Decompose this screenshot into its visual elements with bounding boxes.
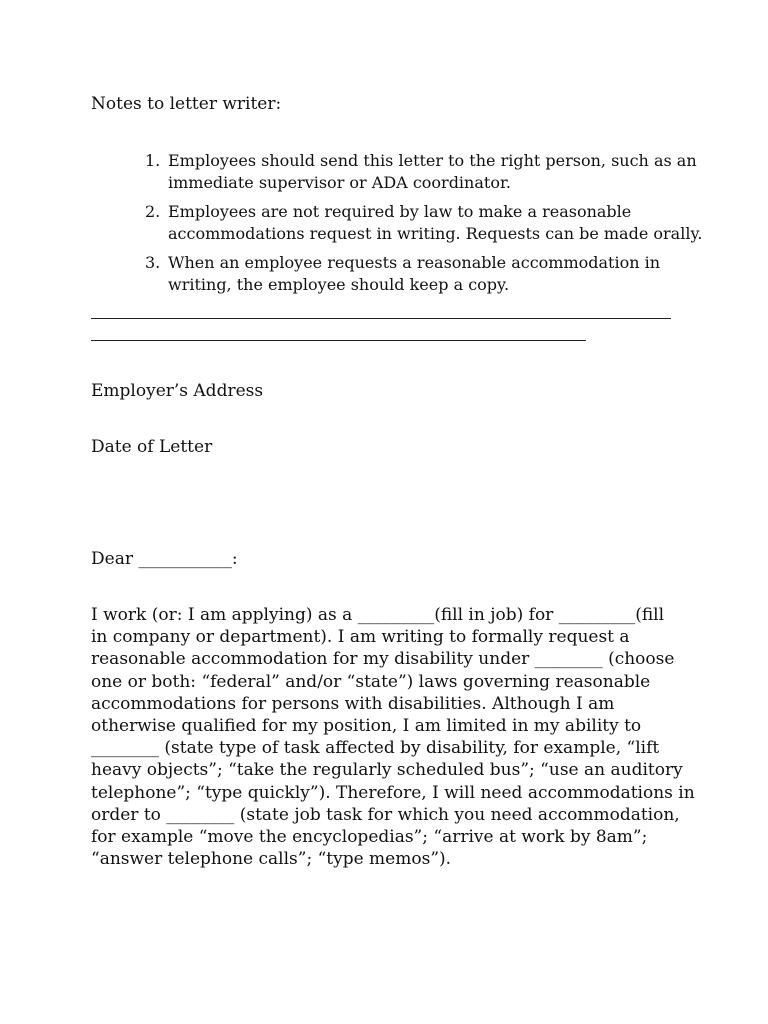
notes-list [91, 150, 703, 303]
divider-line [91, 318, 671, 319]
body-line: otherwise qualified for my position, I am limited in my ability to [91, 716, 642, 737]
note-item [91, 150, 697, 194]
letter-date: Date of Letter [91, 437, 213, 457]
body-line: one or both: “federal” and/or “state”) laws governing reasonable [91, 671, 651, 692]
body-line: in company or department). I am writing to formally request a [91, 627, 630, 648]
body-line: order to ________ (state job task for which you need accommodation, [91, 804, 680, 825]
note-line: Employees should send this letter to the right person, such as an [168, 151, 697, 170]
note-item [91, 201, 703, 245]
body-line: reasonable accommodation for my disability under ________ (choose [91, 649, 675, 670]
notes-heading: Notes to letter writer: [91, 94, 282, 114]
note-number: 2. [145, 202, 161, 221]
letter-body [91, 604, 695, 870]
note-number: 1. [145, 151, 161, 170]
note-line: writing, the employee should keep a copy. [168, 275, 510, 294]
body-line: ________ (state type of task affected by disability, for example, “lift [91, 738, 660, 759]
note-line: When an employee requests a reasonable accommodation in [168, 253, 661, 272]
body-line: I work (or: I am applying) as a _________(fill in job) for _________(fill [91, 605, 665, 625]
note-line: immediate supervisor or ADA coordinator. [168, 173, 511, 192]
divider-line [91, 340, 586, 341]
note-item [91, 252, 691, 296]
body-line: “answer telephone calls”; “type memos”). [91, 849, 452, 870]
salutation: Dear ___________: [91, 549, 238, 569]
note-line: Employees are not required by law to make a reasonable [168, 202, 632, 221]
employer-address: Employer’s Address [91, 381, 264, 401]
body-line: for example “move the encyclopedias”; “arrive at work by 8am”; [91, 827, 648, 848]
note-number: 3. [145, 253, 161, 272]
body-line: accommodations for persons with disabilities. Although I am [91, 693, 615, 714]
note-line: accommodations request in writing. Requests can be made orally. [168, 224, 703, 243]
body-line: telephone”; “type quickly”). Therefore, I will need accommodations in [91, 782, 695, 803]
body-line: heavy objects”; “take the regularly scheduled bus”; “use an auditory [91, 760, 683, 781]
